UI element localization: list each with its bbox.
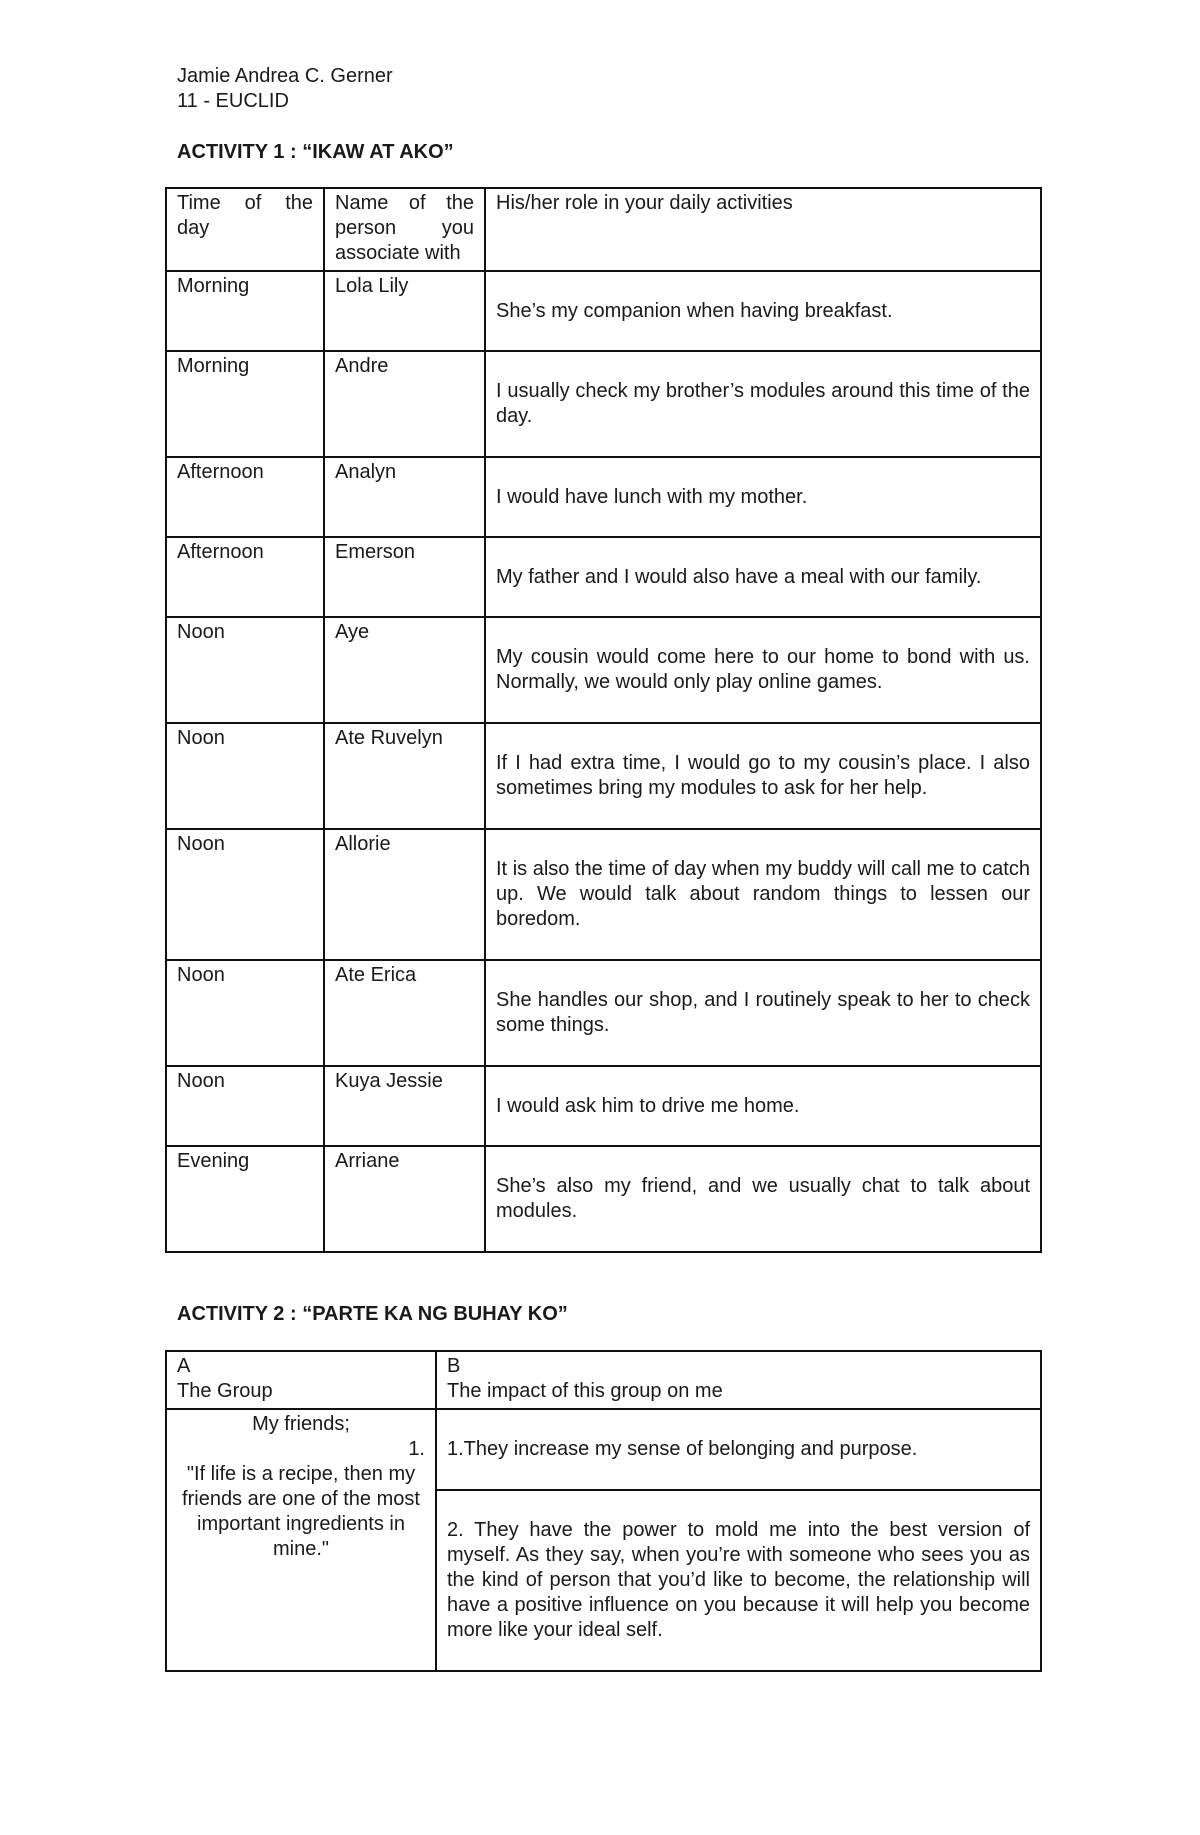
row-role: She’s my companion when having breakfast. [496, 300, 893, 322]
row-time: Noon [166, 960, 324, 1066]
table-row [166, 537, 1041, 617]
row-role-cell [485, 351, 1041, 457]
impact-2: 2. They have the power to mold me into the best version of myself. As they say, when you’re with someone who sees you as the kind of person that you’d like to become, the relationship will have a positive influence on you because it will help you become more like your ideal self. [447, 1519, 1030, 1641]
row-time: Noon [166, 829, 324, 960]
author-section: 11 - EUCLID [177, 90, 289, 112]
impact-cell [436, 1409, 1041, 1490]
author-name: Jamie Andrea C. Gerner [177, 65, 393, 87]
table-row [166, 1409, 1041, 1490]
row-role-cell [485, 457, 1041, 537]
group-name: My friends; [252, 1413, 350, 1435]
table-row [166, 723, 1041, 829]
activity1-title: ACTIVITY 1 : “IKAW AT AKO” [177, 141, 454, 163]
activity2-title: ACTIVITY 2 : “PARTE KA NG BUHAY KO” [177, 1303, 568, 1325]
row-name: Ate Erica [324, 960, 485, 1066]
row-role: My cousin would come here to our home to bond with us. Normally, we would only play online games. [496, 646, 1030, 693]
table-row [166, 960, 1041, 1066]
table-row [166, 1066, 1041, 1146]
table-row [166, 351, 1041, 457]
activity1-table [165, 187, 1042, 1253]
row-time: Noon [166, 617, 324, 723]
impact-cell [436, 1490, 1041, 1671]
header-a-letter: A [177, 1355, 191, 1377]
row-role: She handles our shop, and I routinely speak to her to check some things. [496, 989, 1030, 1036]
activity2-table [165, 1350, 1042, 1672]
row-time: Evening [166, 1146, 324, 1252]
row-role-cell [485, 1066, 1041, 1146]
table-row [166, 271, 1041, 351]
header-b-letter: B [447, 1355, 461, 1377]
row-role: If I had extra time, I would go to my cousin’s place. I also sometimes bring my modules to ask for her help. [496, 752, 1030, 799]
row-role-cell [485, 723, 1041, 829]
row-name: Allorie [324, 829, 485, 960]
group-quote: "If life is a recipe, then my friends are one of the most important ingredients in mine." [182, 1463, 420, 1560]
row-role: I would have lunch with my mother. [496, 486, 808, 508]
row-role-cell [485, 829, 1041, 960]
header-role: His/her role in your daily activities [485, 188, 1041, 271]
row-role-cell [485, 271, 1041, 351]
row-name: Andre [324, 351, 485, 457]
row-role: She’s also my friend, and we usually chat to talk about modules. [496, 1175, 1030, 1222]
row-time: Afternoon [166, 537, 324, 617]
row-role-cell [485, 960, 1041, 1066]
header-b-label: The impact of this group on me [447, 1380, 723, 1402]
row-time: Noon [166, 723, 324, 829]
row-role-cell [485, 537, 1041, 617]
header-a-label: The Group [177, 1380, 273, 1402]
row-role: It is also the time of day when my buddy will call me to catch up. We would talk about random things to lessen our boredom. [496, 858, 1030, 930]
row-name: Ate Ruvelyn [324, 723, 485, 829]
activity1-header-row [166, 188, 1041, 271]
group-number: 1. [408, 1438, 425, 1460]
header-group [166, 1351, 436, 1409]
row-role-cell [485, 617, 1041, 723]
row-time: Morning [166, 271, 324, 351]
row-name: Arriane [324, 1146, 485, 1252]
row-name: Analyn [324, 457, 485, 537]
row-role: I usually check my brother’s modules around this time of the day. [496, 380, 1030, 427]
row-name: Lola Lily [324, 271, 485, 351]
row-role: I would ask him to drive me home. [496, 1095, 800, 1117]
header-impact [436, 1351, 1041, 1409]
row-name: Kuya Jessie [324, 1066, 485, 1146]
activity2-header-row [166, 1351, 1041, 1409]
impact-1: 1.They increase my sense of belonging and purpose. [447, 1438, 918, 1460]
row-name: Emerson [324, 537, 485, 617]
table-row [166, 457, 1041, 537]
header-time: Time of the day [166, 188, 324, 271]
row-name: Aye [324, 617, 485, 723]
header-name: Name of the person you associate with [324, 188, 485, 271]
row-role: My father and I would also have a meal with our family. [496, 566, 982, 588]
row-time: Noon [166, 1066, 324, 1146]
row-time: Afternoon [166, 457, 324, 537]
table-row [166, 617, 1041, 723]
row-role-cell [485, 1146, 1041, 1252]
row-time: Morning [166, 351, 324, 457]
table-row [166, 829, 1041, 960]
group-cell [166, 1409, 436, 1671]
table-row [166, 1146, 1041, 1252]
